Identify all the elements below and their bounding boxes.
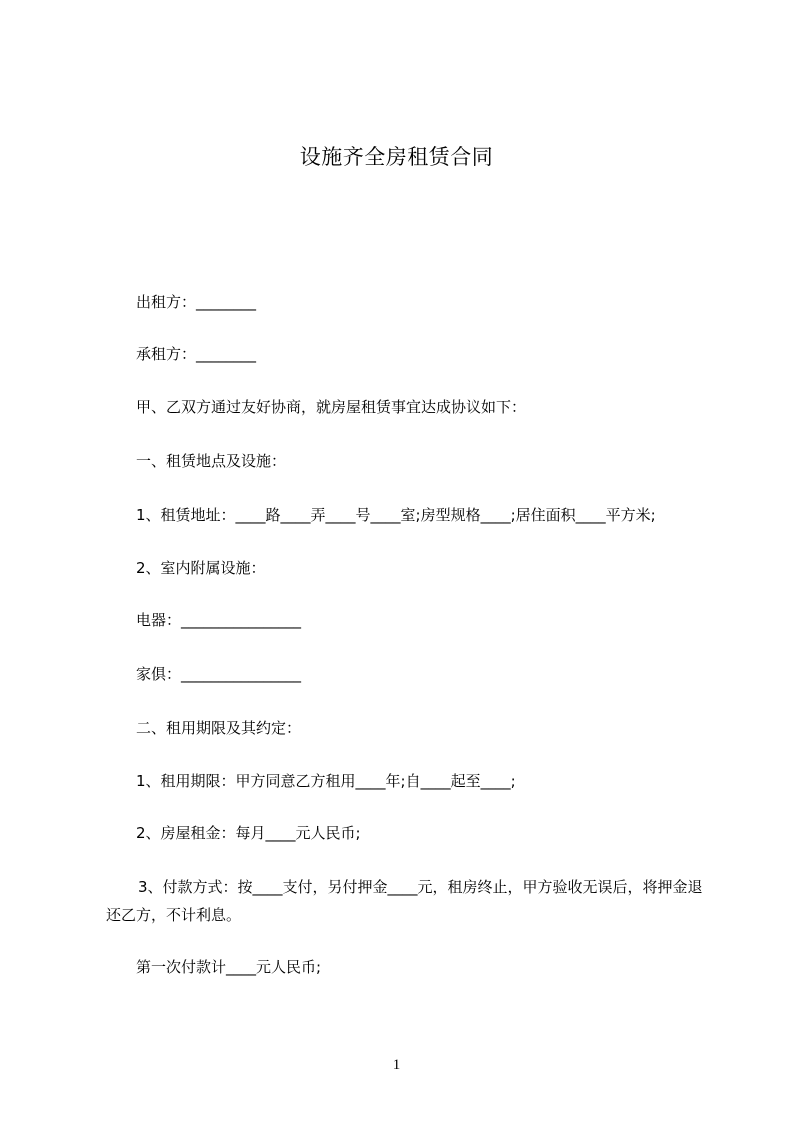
first-payment-line: 第一次付款计____元人民币; xyxy=(136,958,322,976)
clause-2-1-term: 1、租用期限：甲方同意乙方租用____年;自____起至____; xyxy=(136,772,516,790)
section-2-heading: 二、租用期限及其约定： xyxy=(136,719,302,737)
furniture-line: 家俱：________________ xyxy=(136,665,302,683)
section-1-heading: 一、租赁地点及设施： xyxy=(136,452,287,470)
clause-2-3-payment: 3、付款方式：按____支付，另付押金____元，租房终止，甲方验收无误后，将押金退还乙方，不计利息。 xyxy=(106,878,703,924)
clause-1-2-facilities: 2、室内附属设施： xyxy=(136,559,266,577)
clause-2-2-rent: 2、房屋租金：每月____元人民币; xyxy=(136,824,361,842)
lessee-line: 承租方：________ xyxy=(136,345,257,363)
document-title: 设施齐全房租赁合同 xyxy=(299,145,494,169)
page-number: 1 xyxy=(392,1057,401,1073)
appliances-line: 电器：________________ xyxy=(136,611,302,629)
agreement-intro: 甲、乙双方通过友好协商，就房屋租赁事宜达成协议如下： xyxy=(136,398,527,416)
clause-1-1-address: 1、租赁地址：____路____弄____号____室;房型规格____;居住面积____平方米; xyxy=(136,506,656,524)
lessor-line: 出租方：________ xyxy=(136,293,257,311)
